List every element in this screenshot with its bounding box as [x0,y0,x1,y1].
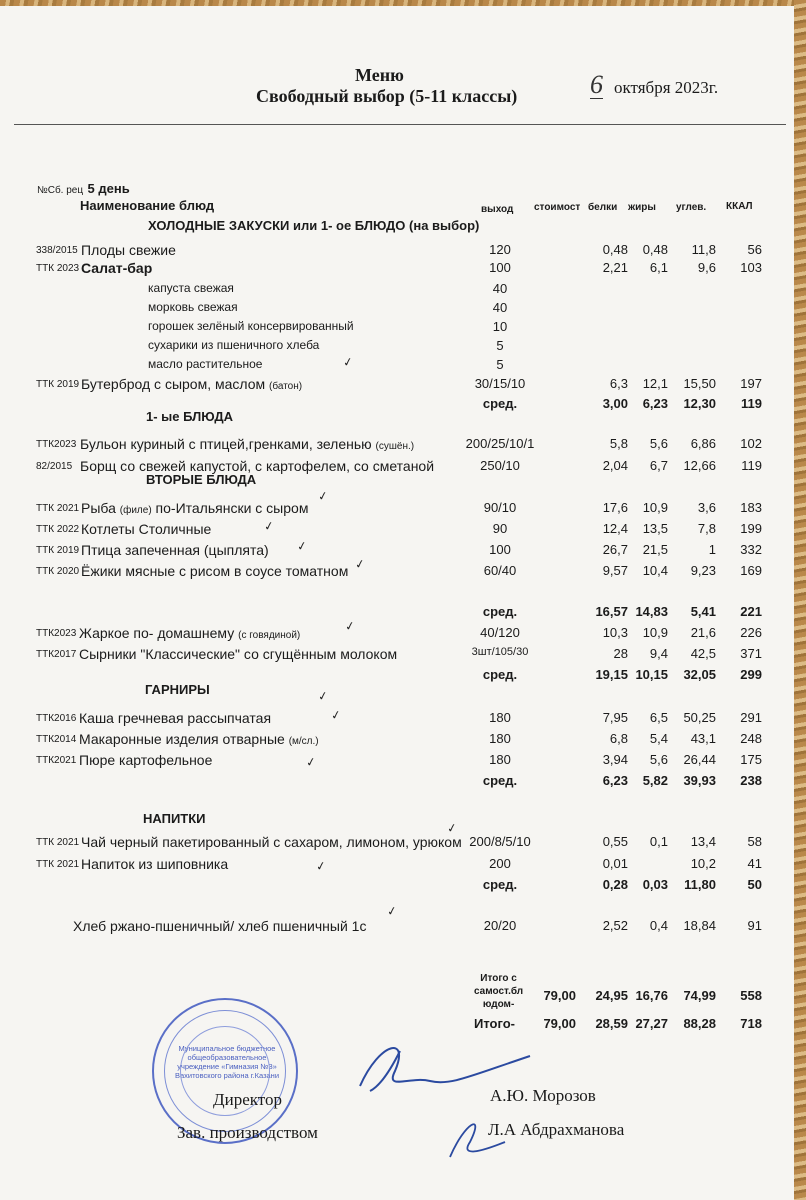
carbs-cell: 18,84 [683,918,716,933]
protein-cell: 3,94 [602,752,628,767]
dish-name: Жаркое по- домашнему [79,625,235,641]
dish-label [80,458,434,474]
fat-cell: 10,4 [642,563,668,578]
protein-cell: 12,4 [602,521,628,536]
dish-label [81,242,176,258]
kcal-cell: 119 [741,396,762,411]
total-self-fat: 16,76 [635,988,668,1003]
total-self-kcal: 558 [740,988,762,1003]
carbs-cell: 32,05 [683,667,716,682]
output-cell: сред. [482,604,518,619]
kcal-cell: 299 [740,667,762,682]
protein-cell: 6,8 [609,731,628,746]
output-cell: сред. [482,877,518,892]
dish-note: (сушён.) [375,441,415,452]
recipe-code: ТТК2016 [36,713,77,724]
protein-cell: 3,00 [602,396,628,411]
dish-label [81,500,308,516]
kcal-cell: 56 [747,242,762,257]
kcal-cell: 183 [740,500,762,515]
dish-name: Котлеты Столичные [81,521,212,537]
output-cell: 90 [492,521,508,536]
dish-name: Макаронные изделия отварные [79,731,285,747]
dish-name: капуста свежая [148,281,234,295]
carbs-cell: 15,50 [683,376,716,391]
document-subtitle: Свободный выбор (5-11 классы) [256,86,518,106]
total-carbs: 88,28 [683,1016,716,1031]
protein-cell: 17,6 [602,500,628,515]
output-cell: 40/120 [480,625,520,640]
protein-cell: 2,21 [602,260,628,275]
fat-cell: 0,48 [642,242,668,257]
carbs-cell: 11,8 [691,242,716,257]
recipe-code: ТТК 2020 [36,566,80,577]
carbs-cell: 9,6 [697,260,716,275]
header-divider [14,124,786,125]
carbs-cell: 1 [708,542,716,557]
dish-name: Чай черный пакетированный с сахаром, лимоном, урюком [81,834,462,850]
carbs-cell: 13,4 [690,834,716,849]
output-cell: сред. [482,773,518,788]
document-page [0,6,794,1200]
kcal-cell: 102 [740,436,762,451]
column-name-header: Наименование блюд [80,198,215,213]
output-cell: 20/20 [483,918,517,933]
output-cell: 200 [489,856,511,871]
dish-label [81,376,302,392]
dish-label [148,338,319,352]
protein-cell: 9,57 [602,563,628,578]
dish-label [148,357,262,371]
fat-cell: 6,23 [642,396,668,411]
carbs-cell: 43,1 [690,731,716,746]
checkmark-icon: ✓ [316,688,330,704]
protein-cell: 7,95 [602,710,628,725]
carbs-cell: 5,41 [690,604,716,619]
kcal-cell: 58 [747,834,762,849]
column-cost-header: стоимост [534,202,581,213]
stamp-text: Муниципальное бюджетное общеобразовательное учреждение «Гимназия №3» Вахитовского района г.Казани [174,1044,280,1080]
carbs-cell: 39,93 [683,773,716,788]
date-month-year: октября 2023г. [614,78,719,97]
column-output-header: выход [481,204,514,215]
dish-name: Напиток из шиповника [81,856,229,872]
dish-label [148,319,354,333]
output-cell: 200/25/10/1 [465,436,535,451]
background-edge-right [794,0,806,1200]
checkmark-icon: ✓ [341,354,355,370]
checkmark-icon: ✓ [304,754,318,770]
dish-label [73,918,366,934]
checkmark-icon: ✓ [314,858,328,874]
recipe-code: ТТК 2021 [36,837,80,848]
carbs-cell: 50,25 [683,710,716,725]
dish-label [81,260,152,276]
fat-cell: 0,1 [649,834,668,849]
dish-name-cont: по-Итальянски с сыром [155,500,309,516]
dish-name: сухарики из пшеничного хлеба [148,338,320,352]
fat-cell: 5,82 [642,773,668,788]
carbs-cell: 7,8 [697,521,716,536]
checkmark-icon: ✓ [445,820,459,836]
fat-cell: 6,7 [649,458,668,473]
section-drinks: НАПИТКИ [143,811,206,826]
recipe-code: ТТК2017 [36,649,77,660]
recipe-code: ТТК 2022 [36,524,80,535]
dish-label [79,646,397,662]
recipe-number-label: №Сб. рец [37,185,84,196]
output-cell: 40 [492,281,508,296]
carbs-cell: 11,80 [684,877,716,892]
total-self-carbs: 74,99 [683,988,716,1003]
output-cell: 5 [496,357,504,372]
dish-name: Пюре картофельное [79,752,213,768]
output-cell: 200/8/5/10 [469,834,531,849]
fat-cell: 10,15 [635,667,668,682]
dish-label [80,436,414,452]
dish-name: морковь свежая [148,300,238,314]
dish-label [81,834,462,850]
dish-name: Ёжики мясные с рисом в соусе томатном [81,563,349,579]
carbs-cell: 9,23 [690,563,716,578]
carbs-cell: 26,44 [683,752,716,767]
output-cell: 180 [489,752,511,767]
carbs-cell: 42,5 [690,646,716,661]
fat-cell: 6,5 [649,710,668,725]
protein-cell: 26,7 [602,542,628,557]
dish-note: (филе) [119,505,152,516]
fat-cell: 10,9 [642,500,668,515]
total-cost: 79,00 [543,1016,576,1031]
date-day-handwritten: 6 [590,70,603,99]
output-cell: 250/10 [480,458,520,473]
dish-name: Каша гречневая рассыпчатая [79,710,272,726]
protein-cell: 16,57 [595,604,628,619]
kcal-cell: 226 [740,625,762,640]
output-cell: 180 [489,710,511,725]
output-cell: 10 [492,319,508,334]
dish-label [79,625,300,641]
checkmark-icon: ✓ [343,618,357,634]
protein-cell: 0,55 [602,834,628,849]
protein-cell: 2,04 [602,458,628,473]
document-title: Меню [355,65,404,85]
recipe-code: ТТК2023 [36,439,77,450]
dish-name: Борщ со свежей капустой, с картофелем, со сметаной [80,458,435,474]
dish-name: Рыба [81,500,116,516]
kcal-cell: 175 [740,752,762,767]
fat-cell: 14,83 [635,604,668,619]
dish-name: Птица запеченная (цыплята) [81,542,269,558]
fat-cell: 5,4 [649,731,668,746]
recipe-code: ТТК2023 [36,628,77,639]
total-fat: 27,27 [635,1016,668,1031]
production-name: Л.А Абдрахманова [488,1120,625,1139]
protein-cell: 0,48 [602,242,628,257]
protein-cell: 0,01 [602,856,628,871]
director-name: А.Ю. Морозов [490,1086,596,1105]
kcal-cell: 199 [740,521,762,536]
section-cold: ХОЛОДНЫЕ ЗАКУСКИ или 1- ое БЛЮДО (на выбор) [148,218,480,233]
fat-cell: 21,5 [642,542,668,557]
carbs-cell: 10,2 [690,856,716,871]
recipe-code: ТТК2021 [36,755,77,766]
fat-cell: 10,9 [642,625,668,640]
kcal-cell: 332 [740,542,762,557]
dish-label [79,752,212,768]
dish-label [79,731,319,747]
checkmark-icon: ✓ [262,518,276,534]
fat-cell: 0,03 [642,877,668,892]
kcal-cell: 41 [747,856,762,871]
dish-name: Салат-бар [81,260,153,276]
kcal-cell: 238 [740,773,762,788]
recipe-code: ТТК 2021 [36,503,80,514]
kcal-cell: 371 [740,646,762,661]
column-kcal-header: ККАЛ [726,201,753,212]
dish-name: Бульон куриный с птицей,гренками, зеленью [80,436,372,452]
protein-cell: 6,23 [602,773,628,788]
output-cell: 180 [489,731,511,746]
carbs-cell: 21,6 [690,625,716,640]
dish-name: Плоды свежие [81,242,176,258]
output-cell: 120 [489,242,511,257]
section-second: ВТОРЫЕ БЛЮДА [146,472,257,487]
kcal-cell: 91 [747,918,762,933]
recipe-code: 82/2015 [36,461,73,472]
carbs-cell: 3,6 [697,500,716,515]
kcal-cell: 197 [740,376,762,391]
recipe-code: ТТК 2019 [36,379,80,390]
dish-name: Сырники "Классические" со сгущённым молоком [79,646,398,662]
protein-cell: 10,3 [602,625,628,640]
dish-label [148,300,238,314]
checkmark-icon: ✓ [385,903,399,919]
output-cell: 40 [492,300,508,315]
column-fat-header: жиры [628,202,656,213]
kcal-cell: 169 [740,563,762,578]
fat-cell: 0,4 [649,918,668,933]
fat-cell: 5,6 [649,752,668,767]
output-cell: сред. [482,667,518,682]
recipe-code: 338/2015 [36,245,78,256]
checkmark-icon: ✓ [316,488,330,504]
carbs-cell: 6,86 [690,436,716,451]
section-garnish: ГАРНИРЫ [145,682,210,697]
total-kcal: 718 [740,1016,762,1031]
protein-cell: 0,28 [602,877,628,892]
total-label: Итого- [474,1016,515,1031]
dish-name: Бутерброд с сыром, маслом [81,376,266,392]
fat-cell: 13,5 [642,521,668,536]
carbs-cell: 12,30 [683,396,716,411]
dish-label [81,542,269,558]
day-number: 5 день [87,181,130,196]
dish-label [81,856,228,872]
section-first: 1- ые БЛЮДА [146,409,233,424]
fat-cell: 12,1 [642,376,668,391]
output-cell: 5 [496,338,504,353]
fat-cell: 9,4 [649,646,668,661]
output-cell: 100 [489,542,511,557]
fat-cell: 6,1 [649,260,668,275]
dish-note: (батон) [269,381,303,392]
kcal-cell: 248 [740,731,762,746]
output-cell: 90/10 [483,500,517,515]
kcal-cell: 119 [741,458,762,473]
checkmark-icon: ✓ [353,556,367,572]
fat-cell: 5,6 [649,436,668,451]
recipe-code: ТТК 2021 [36,859,80,870]
output-cell: 100 [489,260,511,275]
dish-name: Хлеб ржано-пшеничный/ хлеб пшеничный 1с [73,918,367,934]
protein-cell: 2,52 [602,918,628,933]
checkmark-icon: ✓ [329,707,343,723]
protein-cell: 28 [613,646,628,661]
director-role: Директор [213,1090,282,1109]
total-self-cost: 79,00 [543,988,576,1003]
kcal-cell: 50 [747,877,762,892]
production-role: Зав. производством [177,1123,318,1142]
dish-note: (м/сл.) [288,736,319,747]
output-cell: сред. [482,396,518,411]
total-self-protein: 24,95 [595,988,628,1003]
recipe-code: ТТК 2019 [36,545,80,556]
column-protein-header: белки [588,202,618,213]
carbs-cell: 12,66 [683,458,716,473]
dish-note: (с говядиной) [238,630,301,641]
total-self-label: Итого с самост.бл юдом- [474,973,524,1010]
kcal-cell: 221 [740,604,762,619]
dish-label [148,281,234,295]
checkmark-icon: ✓ [295,538,309,554]
kcal-cell: 291 [740,710,762,725]
dish-label [81,563,348,579]
dish-label [81,521,211,537]
column-carbs-header: углев. [676,202,707,213]
total-protein: 28,59 [595,1016,628,1031]
protein-cell: 19,15 [595,667,628,682]
protein-cell: 6,3 [609,376,628,391]
recipe-code: ТТК 2023 [36,263,80,274]
dish-name: масло растительное [148,357,263,371]
kcal-cell: 103 [740,260,762,275]
protein-cell: 5,8 [609,436,628,451]
output-cell: 3шт/105/30 [471,646,529,658]
recipe-code: ТТК2014 [36,734,77,745]
day-label [37,180,130,198]
dish-label [79,710,271,726]
output-cell: 30/15/10 [474,376,526,391]
output-cell: 60/40 [483,563,517,578]
dish-name: горошек зелёный консервированный [148,319,354,333]
